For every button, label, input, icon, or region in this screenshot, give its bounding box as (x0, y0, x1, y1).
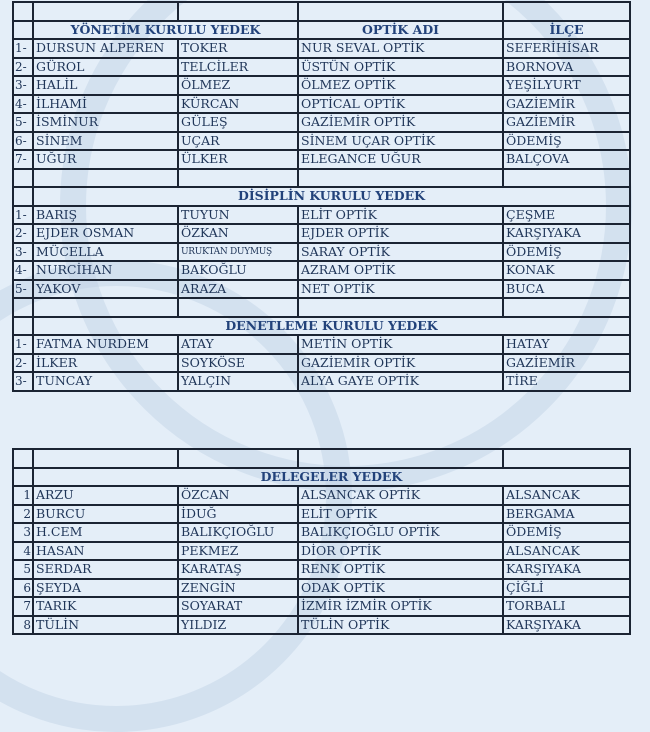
optician-name: ÜSTÜN OPTİK (298, 58, 503, 77)
district: BORNOVA (503, 58, 630, 77)
row-number: 3- (13, 243, 33, 262)
first-name: İSMİNUR (33, 113, 178, 132)
table-row (13, 39, 630, 58)
last-name: UÇAR (178, 132, 298, 151)
row-number: 6 (13, 579, 33, 598)
disiplin-rows (13, 206, 630, 299)
section-title-row (13, 317, 630, 336)
first-name: MÜCELLA (33, 243, 178, 262)
district: HATAY (503, 335, 630, 354)
optician-name: DİOR OPTİK (298, 542, 503, 561)
last-name: ARAZA (178, 280, 298, 299)
delegates-table (12, 448, 631, 635)
blank-row (13, 449, 630, 468)
last-name: ÖLMEZ (178, 76, 298, 95)
ilce-header: İLÇE (503, 21, 630, 40)
optik-adi-header: OPTİK ADI (298, 21, 503, 40)
district: TİRE (503, 372, 630, 391)
first-name: YAKOV (33, 280, 178, 299)
optician-name: ALYA GAYE OPTİK (298, 372, 503, 391)
district: KARŞIYAKA (503, 224, 630, 243)
district: KARŞIYAKA (503, 616, 630, 635)
blank-row (13, 298, 630, 317)
table-row (13, 224, 630, 243)
district: YEŞİLYURT (503, 76, 630, 95)
row-number: 2- (13, 224, 33, 243)
row-number: 5- (13, 280, 33, 299)
row-number: 5- (13, 113, 33, 132)
optician-name: NUR SEVAL OPTİK (298, 39, 503, 58)
first-name: H.CEM (33, 523, 178, 542)
table-row (13, 486, 630, 505)
first-name: FATMA NURDEM (33, 335, 178, 354)
last-name: GÜLEŞ (178, 113, 298, 132)
section-title-row (13, 187, 630, 206)
table-row (13, 95, 630, 114)
row-number: 1 (13, 486, 33, 505)
last-name: SOYKÖSE (178, 354, 298, 373)
row-number: 2- (13, 354, 33, 373)
table-row (13, 243, 630, 262)
table-row (13, 505, 630, 524)
optician-name: OPTİCAL OPTİK (298, 95, 503, 114)
row-number: 1- (13, 335, 33, 354)
row-number: 8 (13, 616, 33, 635)
first-name: NURCİHAN (33, 261, 178, 280)
optician-name: ELEGANCE UĞUR (298, 150, 503, 169)
optician-name: NET OPTİK (298, 280, 503, 299)
reserve-members-table (12, 1, 631, 392)
row-number: 4 (13, 542, 33, 561)
row-number: 3- (13, 76, 33, 95)
denetleme-title: DENETLEME KURULU YEDEK (33, 317, 630, 336)
table-row (13, 76, 630, 95)
first-name: SİNEM (33, 132, 178, 151)
first-name: UĞUR (33, 150, 178, 169)
first-name: ŞEYDA (33, 579, 178, 598)
last-name: ÖZCAN (178, 486, 298, 505)
optician-name: ELİT OPTİK (298, 206, 503, 225)
last-name: URUKTAN DUYMUŞ (178, 243, 298, 262)
row-number: 3 (13, 523, 33, 542)
last-name: TUYUN (178, 206, 298, 225)
optician-name: SİNEM UÇAR OPTİK (298, 132, 503, 151)
optician-name: EJDER OPTİK (298, 224, 503, 243)
yonetim-header: YÖNETİM KURULU YEDEK (33, 21, 298, 40)
optician-name: RENK OPTİK (298, 560, 503, 579)
district: ÖDEMİŞ (503, 523, 630, 542)
first-name: HALİL (33, 76, 178, 95)
table-row (13, 542, 630, 561)
table-row (13, 560, 630, 579)
optician-name: BALIKÇIOĞLU OPTİK (298, 523, 503, 542)
district: BUCA (503, 280, 630, 299)
optician-name: İZMİR İZMİR OPTİK (298, 597, 503, 616)
last-name: BALIKÇIOĞLU (178, 523, 298, 542)
table-row (13, 616, 630, 635)
last-name: TELCİLER (178, 58, 298, 77)
district: ÇEŞME (503, 206, 630, 225)
row-number: 6- (13, 132, 33, 151)
row-number: 4- (13, 95, 33, 114)
optician-name: GAZİEMİR OPTİK (298, 113, 503, 132)
district: ALSANCAK (503, 486, 630, 505)
first-name: TÜLİN (33, 616, 178, 635)
first-name: GÜROL (33, 58, 178, 77)
blank-row (13, 169, 630, 188)
table-row (13, 113, 630, 132)
first-name: İLKER (33, 354, 178, 373)
row-number: 7 (13, 597, 33, 616)
table-row (13, 261, 630, 280)
last-name: ÜLKER (178, 150, 298, 169)
last-name: KÜRCAN (178, 95, 298, 114)
district: ÖDEMİŞ (503, 243, 630, 262)
district: GAZİEMİR (503, 113, 630, 132)
table-row (13, 354, 630, 373)
optician-name: ELİT OPTİK (298, 505, 503, 524)
district: ÖDEMİŞ (503, 132, 630, 151)
district: ALSANCAK (503, 542, 630, 561)
last-name: BAKOĞLU (178, 261, 298, 280)
disiplin-title: DİSİPLİN KURULU YEDEK (33, 187, 630, 206)
last-name: KARATAŞ (178, 560, 298, 579)
table-row (13, 280, 630, 299)
table-row (13, 206, 630, 225)
last-name: YALÇIN (178, 372, 298, 391)
district: GAZİEMİR (503, 354, 630, 373)
last-name: YILDIZ (178, 616, 298, 635)
delegeler-rows (13, 486, 630, 634)
district: KARŞIYAKA (503, 560, 630, 579)
first-name: TUNCAY (33, 372, 178, 391)
last-name: ATAY (178, 335, 298, 354)
row-number: 2 (13, 505, 33, 524)
row-number: 2- (13, 58, 33, 77)
first-name: DURSUN ALPEREN (33, 39, 178, 58)
district: BERGAMA (503, 505, 630, 524)
table-row (13, 335, 630, 354)
delegeler-title: DELEGELER YEDEK (33, 468, 630, 487)
row-number: 3- (13, 372, 33, 391)
first-name: SERDAR (33, 560, 178, 579)
district: KONAK (503, 261, 630, 280)
blank-row (13, 2, 630, 21)
optician-name: GAZİEMİR OPTİK (298, 354, 503, 373)
first-name: HASAN (33, 542, 178, 561)
first-name: EJDER OSMAN (33, 224, 178, 243)
district: TORBALI (503, 597, 630, 616)
row-number: 4- (13, 261, 33, 280)
last-name: SOYARAT (178, 597, 298, 616)
district: GAZİEMİR (503, 95, 630, 114)
first-name: ARZU (33, 486, 178, 505)
row-number: 5 (13, 560, 33, 579)
last-name: TOKER (178, 39, 298, 58)
district: BALÇOVA (503, 150, 630, 169)
optician-name: TÜLİN OPTİK (298, 616, 503, 635)
first-name: BARIŞ (33, 206, 178, 225)
section-title-row (13, 468, 630, 487)
table-row (13, 579, 630, 598)
optician-name: ALSANCAK OPTİK (298, 486, 503, 505)
last-name: ÖZKAN (178, 224, 298, 243)
optician-name: ODAK OPTİK (298, 579, 503, 598)
table-row (13, 58, 630, 77)
header-row (13, 21, 630, 40)
district: ÇİĞLİ (503, 579, 630, 598)
denetleme-rows (13, 335, 630, 391)
row-number: 7- (13, 150, 33, 169)
row-number: 1- (13, 206, 33, 225)
yonetim-rows (13, 39, 630, 169)
row-number: 1- (13, 39, 33, 58)
table-row (13, 523, 630, 542)
optician-name: SARAY OPTİK (298, 243, 503, 262)
district: SEFERİHİSAR (503, 39, 630, 58)
first-name: İLHAMİ (33, 95, 178, 114)
optician-name: METİN OPTİK (298, 335, 503, 354)
first-name: TARIK (33, 597, 178, 616)
first-name: BURCU (33, 505, 178, 524)
table-row (13, 372, 630, 391)
last-name: ZENGİN (178, 579, 298, 598)
last-name: İDUĞ (178, 505, 298, 524)
optician-name: ÖLMEZ OPTİK (298, 76, 503, 95)
table-row (13, 597, 630, 616)
table-row (13, 132, 630, 151)
table-row (13, 150, 630, 169)
optician-name: AZRAM OPTİK (298, 261, 503, 280)
last-name: PEKMEZ (178, 542, 298, 561)
